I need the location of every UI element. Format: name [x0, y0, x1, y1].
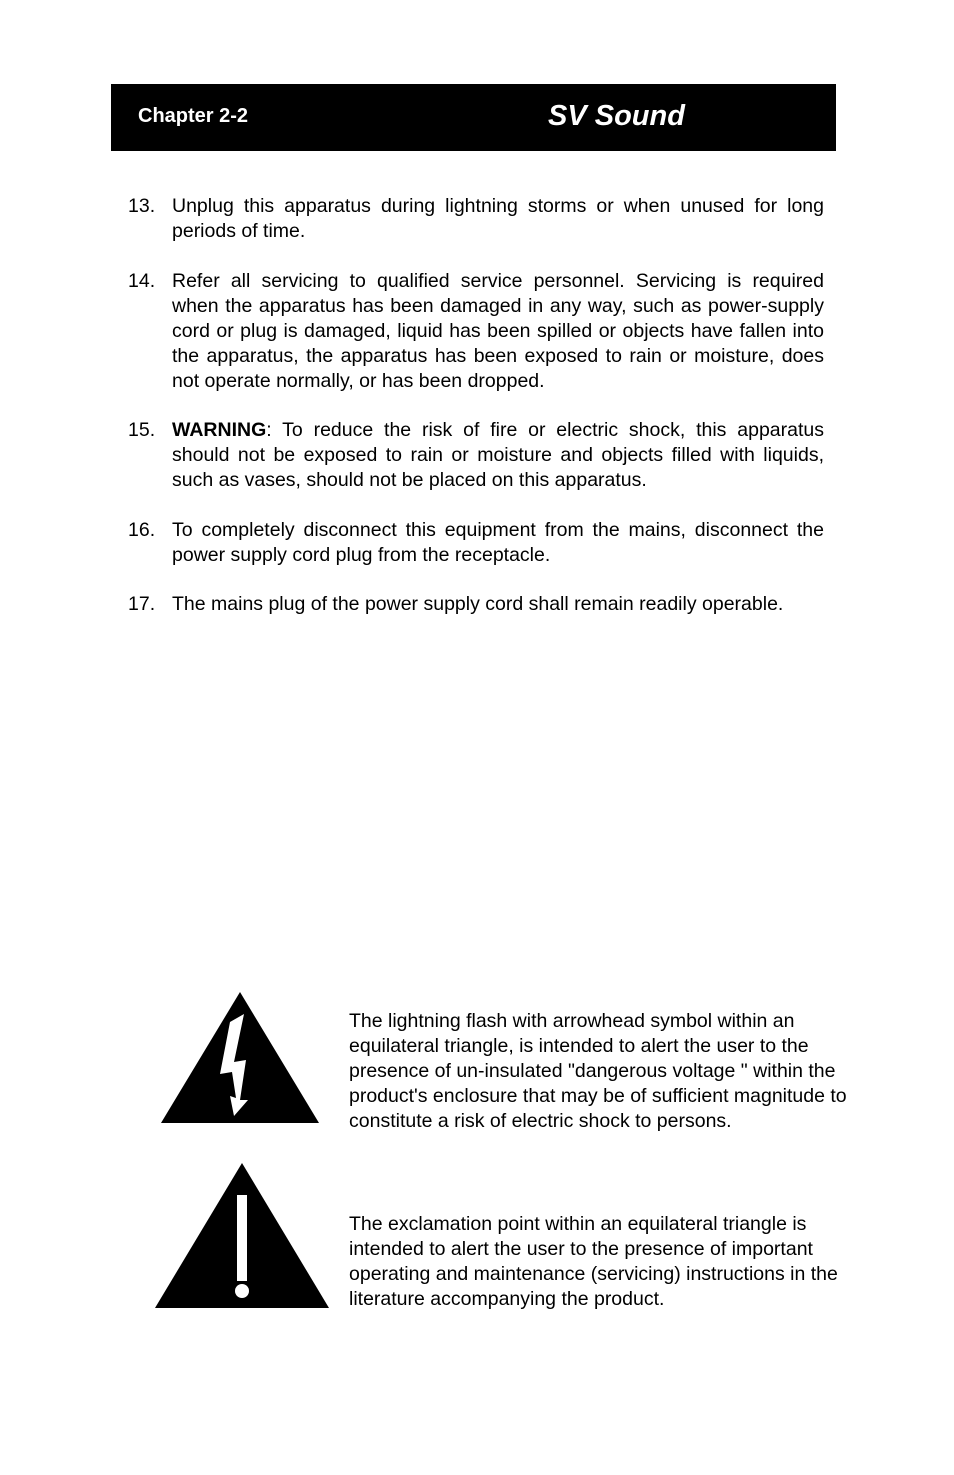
item-number: 14. — [128, 269, 156, 292]
safety-instructions-list — [128, 194, 824, 642]
lightning-symbol-description: The lightning flash with arrowhead symbol within an equilateral triangle, is intended to alert the user to the presence of un-insulated "dangerous voltage " within the product's enclosure that may be of sufficient magnitude to constitute a risk of electric shock to persons. — [349, 1010, 847, 1132]
item-number: 15. — [128, 419, 156, 441]
item-text-warning — [172, 418, 824, 493]
item-number: 16. — [128, 518, 156, 541]
page-header — [111, 84, 836, 151]
list-item — [128, 518, 824, 568]
exclamation-symbol-description: The exclamation point within an equilateral triangle is intended to alert the user to the presence of important operating and maintenance (servicing) instructions in the literature accompanying the product. — [349, 1213, 838, 1310]
warning-text: : To reduce the risk of fire or electric shock, this apparatus should not be exposed to rain or moisture and objects filled with liquids, such as vases, should not be placed on this apparatus. — [172, 419, 824, 491]
chapter-label: Chapter 2-2 — [138, 105, 249, 127]
lightning-warning-icon — [160, 992, 320, 1124]
warning-label: WARNING — [172, 419, 267, 441]
item-text: The mains plug of the power supply cord shall remain readily operable. — [172, 593, 784, 615]
item-number: 13. — [128, 195, 156, 217]
item-text: Refer all servicing to qualified service personnel. Servicing is required when the apparatus has been damaged in any way, such as power-supply cord or plug is damaged, liquid has been spilled or objects have fallen into the apparatus, the apparatus has been exposed to rain or moisture, does not operate normally, or has been dropped. — [172, 269, 824, 392]
item-text: Unplug this apparatus during lightning storms or when unused for long periods of time. — [172, 195, 824, 242]
list-item — [128, 592, 824, 617]
brand-title: SV Sound — [548, 100, 685, 132]
item-text: To completely disconnect this equipment from the mains, disconnect the power supply cord plug from the receptacle. — [172, 518, 824, 566]
list-item — [128, 418, 824, 493]
exclamation-warning-icon — [154, 1163, 330, 1309]
list-item — [128, 194, 824, 244]
list-item — [128, 269, 824, 394]
item-number: 17. — [128, 593, 156, 615]
